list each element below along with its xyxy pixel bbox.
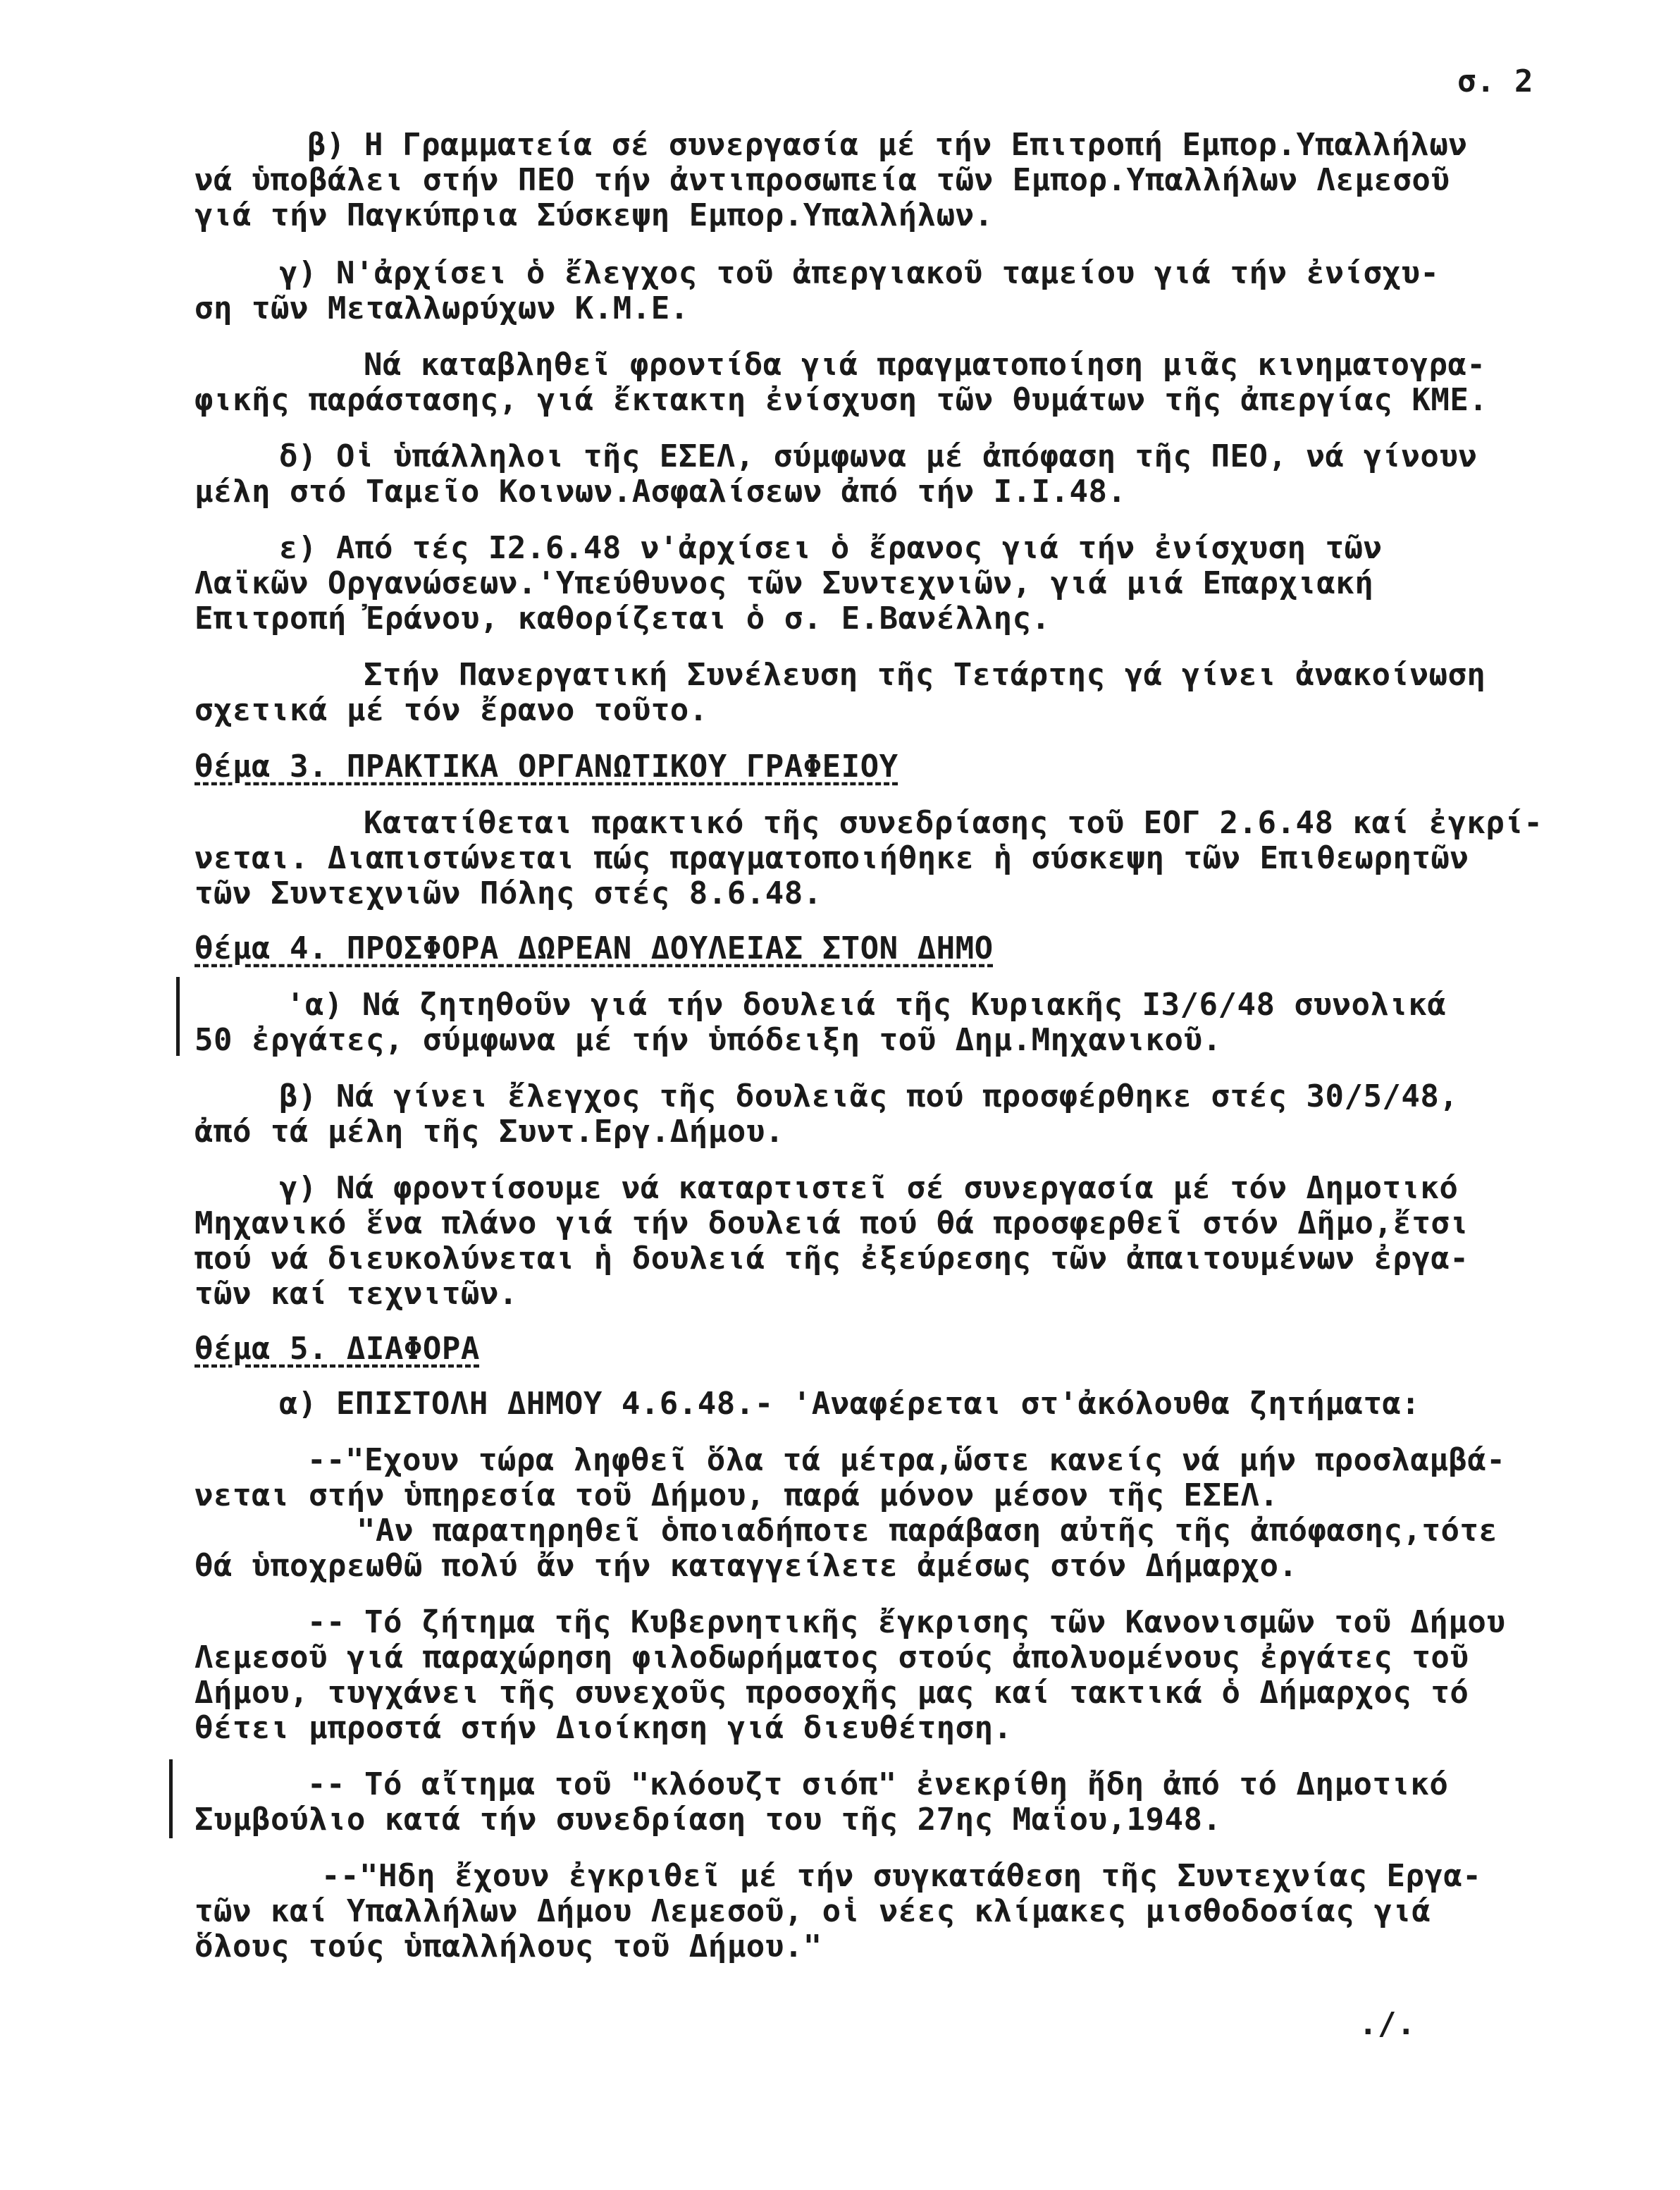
text-line: πού νά διευκολύνεται ἡ δουλειά τῆς ἐξεύρεσης τῶν ἀπαιτουμένων ἐργα- [194,1241,1469,1277]
text-line: δ) Οἱ ὑπάλληλοι τῆς ΕΣΕΛ, σύμφωνα μέ ἀπόφαση τῆς ΠΕΟ, νά γίνουν [279,438,1478,474]
text-line: ε) Από τές Ι2.6.48 ν'ἀρχίσει ὁ ἔρανος γιά τήν ἐνίσχυση τῶν [279,530,1383,566]
text-line: θέτει μπροστά στήν Διοίκηση γιά διευθέτηση. [194,1710,1013,1746]
text-line: ὅλους τούς ὑπαλλήλους τοῦ Δήμου." [194,1928,822,1964]
text-line: Λαϊκῶν Οργανώσεων.'Υπεύθυνος τῶν Συντεχνιῶν, γιά μιά Επαρχιακή [194,565,1374,601]
text-line: β) Η Γραμματεία σέ συνεργασία μέ τήν Επιτροπή Εμπορ.Υπαλλήλων [307,127,1468,163]
text-line: Στήν Πανεργατική Συνέλευση τῆς Τετάρτης γά γίνει ἀνακοίνωση [364,657,1486,693]
text-line: ἀπό τά μέλη τῆς Συντ.Εργ.Δήμου. [194,1114,784,1150]
text-line: -- Τό αἴτημα τοῦ "κλόουζτ σιόπ" ἐνεκρίθη ἤδη ἀπό τό Δημοτικό [307,1766,1449,1802]
text-line: α) ΕΠΙΣΤΟΛΗ ΔΗΜΟΥ 4.6.48.- 'Αναφέρεται στ'ἀκόλουθα ζητήματα: [279,1386,1421,1422]
text-line: φικῆς παράστασης, γιά ἔκτακτη ἐνίσχυση τῶν θυμάτων τῆς ἀπεργίας ΚΜΕ. [194,382,1488,418]
text-line: νεται. Διαπιστώνεται πώς πραγματοποιήθηκε ἡ σύσκεψη τῶν Επιθεωρητῶν [194,840,1469,876]
text-line: ση τῶν Μεταλλωρύχων Κ.Μ.Ε. [194,290,689,326]
text-line: Μηχανικό ἕνα πλάνο γιά τήν δουλειά πού θά προσφερθεῖ στόν Δῆμο,ἔτσι [194,1205,1469,1241]
text-line: Νά καταβληθεῖ φροντίδα γιά πραγματοποίηση μιᾶς κινηματογρα- [364,347,1486,383]
text-line: γ) Νά φροντίσουμε νά καταρτιστεῖ σέ συνεργασία μέ τόν Δημοτικό [279,1170,1459,1206]
margin-mark [176,977,180,1056]
text-line: τῶν καί Υπαλλήλων Δήμου Λεμεσοῦ, οἱ νέες κλίμακες μισθοδοσίας γιά [194,1893,1431,1929]
text-line: γ) Ν'ἀρχίσει ὁ ἔλεγχος τοῦ ἀπεργιακοῦ ταμείου γιά τήν ἐνίσχυ- [279,255,1440,291]
page-number: σ. 2 [1457,63,1533,99]
text-line: τῶν Συντεχνιῶν Πόλης στές 8.6.48. [194,875,822,911]
text-line: Δήμου, τυγχάνει τῆς συνεχοῦς προσοχῆς μας καί τακτικά ὁ Δήμαρχος τό [194,1675,1469,1711]
text-line: Επιτροπή Ἐράνου, καθορίζεται ὁ σ. Ε.Βανέλλης. [194,601,1051,636]
text-line: -- Τό ζήτημα τῆς Κυβερνητικῆς ἔγκρισης τῶν Κανονισμῶν τοῦ Δήμου [307,1604,1506,1640]
section-heading: θέμα 5. ΔΙΑΦΟΡΑ [194,1331,480,1367]
text-line: --"Ηδη ἔχουν ἐγκριθεῖ μέ τήν συγκατάθεση τῆς Συντεχνίας Εργα- [321,1858,1482,1894]
text-line: νά ὑποβάλει στήν ΠΕΟ τήν ἀντιπροσωπεία τῶν Εμπορ.Υπαλλήλων Λεμεσοῦ [194,162,1450,198]
text-line: Λεμεσοῦ γιά παραχώρηση φιλοδωρήματος στούς ἀπολυομένους ἐργάτες τοῦ [194,1640,1469,1675]
text-line: μέλη στό Ταμεῖο Κοινων.Ασφαλίσεων ἀπό τήν Ι.Ι.48. [194,474,1127,510]
text-line: νεται στήν ὑπηρεσία τοῦ Δήμου, παρά μόνον μέσον τῆς ΕΣΕΛ. [194,1477,1279,1513]
section-heading: θέμα 3. ΠΡΑΚΤΙΚΑ ΟΡΓΑΝΩΤΙΚΟΥ ΓΡΑΦΕΙΟΥ [194,749,898,785]
text-line: γιά τήν Παγκύπρια Σύσκεψη Εμπορ.Υπαλλήλων. [194,197,994,233]
text-line: τῶν καί τεχνιτῶν. [194,1276,518,1312]
text-line: --"Εχουν τώρα ληφθεῖ ὅλα τά μέτρα,ὥστε κανείς νά μήν προσλαμβά- [307,1442,1506,1478]
text-line: 'α) Νά ζητηθοῦν γιά τήν δουλειά τῆς Κυριακῆς Ι3/6/48 συνολικά [286,987,1447,1023]
text-line: 50 ἐργάτες, σύμφωνα μέ τήν ὑπόδειξη τοῦ Δημ.Μηχανικοῦ. [194,1022,1222,1058]
text-line: θά ὑποχρεωθῶ πολύ ἄν τήν καταγγείλετε ἀμέσως στόν Δήμαρχο. [194,1548,1298,1584]
text-line: "Αν παρατηρηθεῖ ὁποιαδήποτε παράβαση αὐτῆς τῆς ἀπόφασης,τότε [357,1513,1498,1549]
text-line: β) Νά γίνει ἔλεγχος τῆς δουλειᾶς πού προσφέρθηκε στές 30/5/48, [279,1078,1459,1114]
margin-mark [169,1759,173,1838]
section-heading: θέμα 4. ΠΡΟΣΦΟΡΑ ΔΩΡΕΑΝ ΔΟΥΛΕΙΑΣ ΣΤΟΝ ΔΗΜΟ [194,930,994,966]
text-line: Συμβούλιο κατά τήν συνεδρίαση του τῆς 27ης Μαΐου,1948. [194,1802,1222,1838]
end-mark: ./. [1359,2006,1416,2042]
text-line: σχετικά μέ τόν ἔρανο τοῦτο. [194,692,708,728]
text-line: Κατατίθεται πρακτικό τῆς συνεδρίασης τοῦ ΕΟΓ 2.6.48 καί ἐγκρί- [364,805,1543,841]
